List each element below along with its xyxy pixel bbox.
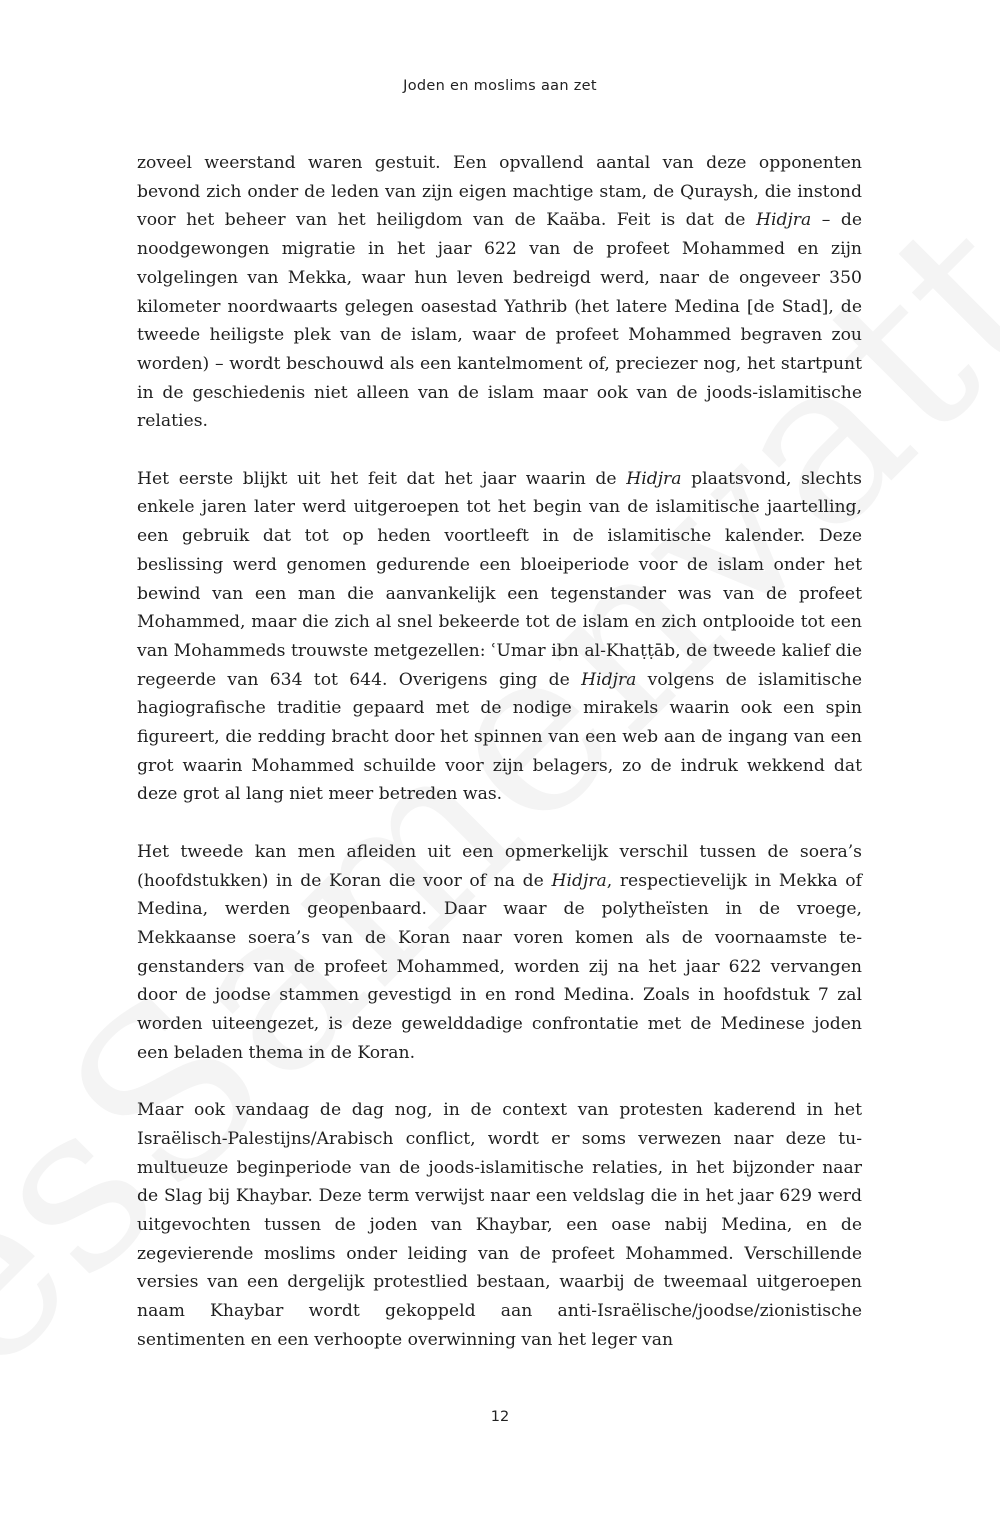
italic-term: Hidjra <box>755 210 812 231</box>
text-run: – de noodgewongen migratie in het jaar 622 van de profeet Mohammed en zijn volgelingen van Mekka, waar hun leven bedreigd werd, naar de ongeveer 350 kilometer noordwaarts gelegen oasestad Yathrib (het latere Medina [de Stad], de tweede heiligste plek van de islam, waar de profeet Mohammed begraven zou worden) – wordt beschouwd als een kantelmoment of, preciezer nog, het startpunt in de geschiedenis niet alleen van de islam maar ook van de joods-islamitische relaties. <box>137 210 862 432</box>
paragraph <box>137 1096 862 1354</box>
italic-term: Hidjra <box>626 468 682 489</box>
paragraph <box>137 149 862 436</box>
paragraph <box>137 465 862 809</box>
text-run: Het tweede kan men afleiden uit een opmerkelijk verschil tussen de soera’s (hoofdstukken) in de Koran die voor of na de <box>137 841 862 891</box>
running-header: Joden en moslims aan zet <box>403 78 597 94</box>
body-text <box>137 149 862 1354</box>
text-run: , respectievelijk in Mekka of Medina, werden geopenbaard. Daar waar de polytheïsten in de vroege, Mekkaanse soera’s van de Koran naar voren komen als de voornaamste tegenstanders van de profeet Mohammed, worden zij na het jaar 622 vervangen door de joodse stammen gevestigd in en rond Medina. Zoals in hoofdstuk 7 zal worden uiteengezet, is deze gewelddadige confrontatie met de Medinese joden een beladen thema in de Koran. <box>137 870 862 1063</box>
text-run: plaatsvond, slechts enkele jaren later werd uitgeroepen tot het begin van de islamitische jaartelling, een gebruik dat tot op heden voortleeft in de islamitische kalender. Deze beslissing werd genomen gedurende een bloeiperiode voor de islam onder het bewind van een man die aanvankelijk een tegenstander was van de profeet Mohammed, maar die zich al snel bekeerde tot de islam en zich ontplooide tot een van Mohammeds trouwste metgezellen: ʿUmar ibn al-Khaṭṭāb, de tweede kalief die regeerde van 634 tot 644. Overigens ging de <box>137 468 862 690</box>
text-run: Het eerste blijkt uit het feit dat het jaar waarin de <box>137 468 627 489</box>
italic-term: Hidjra <box>581 669 637 690</box>
text-run: Maar ook vandaag de dag nog, in de context van protesten kaderend in het Israëlisch-Palestijns/Arabisch conflict, wordt er soms verwezen naar deze tumultueuze beginperiode van de joods-islamitische relaties, in het bijzonder naar de Slag bij Khaybar. Deze term verwijst naar een veldslag die in het jaar 629 werd uitgevochten tussen de joden van Khaybar, een oase nabij Medina, en de zegevierende moslims onder leiding van de profeet Mohammed. Verschillende versies van een dergelijk protestlied bestaan, waarbij de tweemaal uitgeroepen naam Khaybar wordt gekoppeld aan anti-Israëlische/joodse/zionistische sentimenten en een verhoopte overwinning van het leger van <box>137 1100 862 1350</box>
text-run: zoveel weerstand waren gestuit. Een opvallend aantal van deze opponenten bevond zich onder de leden van zijn eigen machtige stam, de Quraysh, die instond voor het beheer van het heiligdom van de Kaäba. Feit is dat de <box>137 153 862 231</box>
text-run: volgens de islamitische hagiografische traditie gepaard met de nodige mirakels waarin ook een spin figureert, die redding bracht door het spinnen van een web aan de ingang van een grot waarin Mohammed schuilde voor zijn belagers, zo de indruk wekkend dat deze grot al lang niet meer betreden was. <box>137 669 862 805</box>
paragraph <box>137 838 862 1068</box>
page-number: 12 <box>490 1409 510 1425</box>
italic-term: Hidjra <box>551 870 607 891</box>
